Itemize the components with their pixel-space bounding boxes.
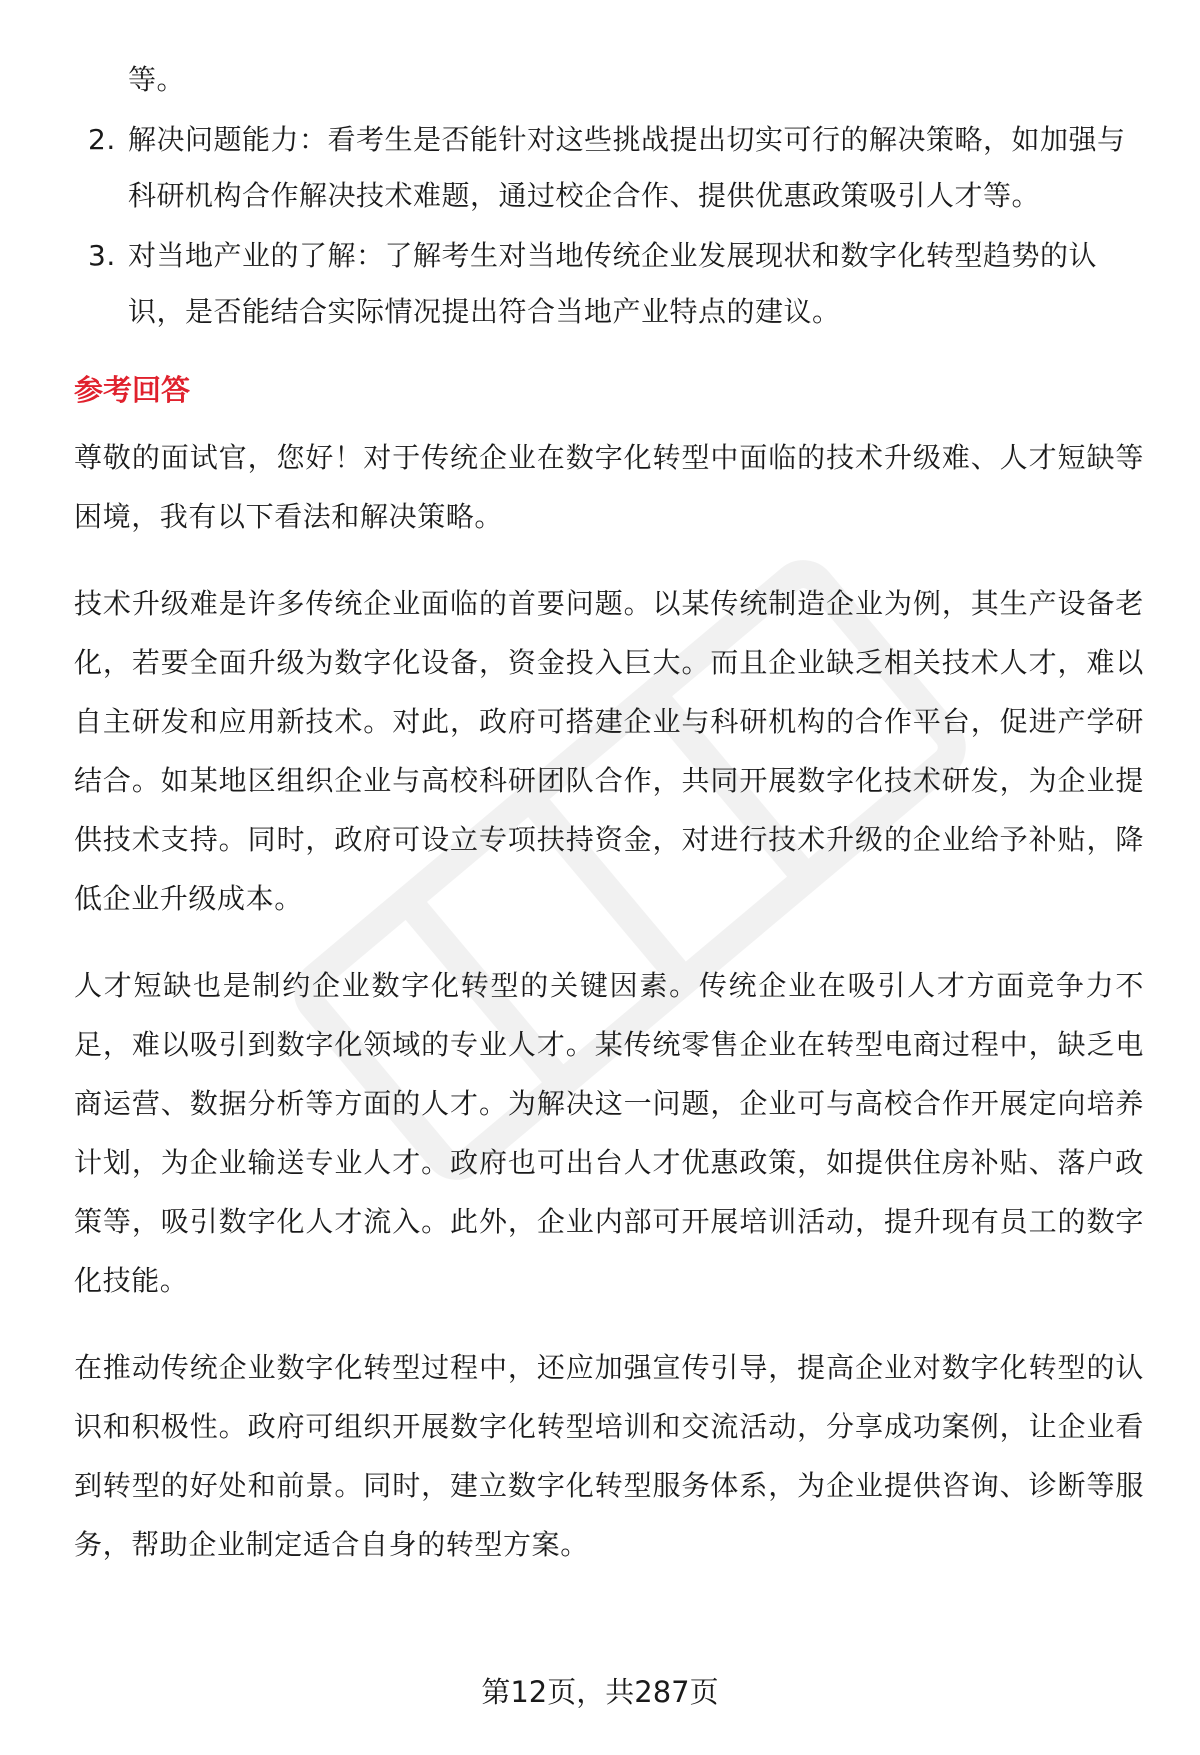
paragraph: 人才短缺也是制约企业数字化转型的关键因素。传统企业在吸引人才方面竞争力不足，难以吸引到数字化领域的专业人才。某传统零售企业在转型电商过程中，缺乏电商运营、数据分析等方面的人才。为解决这一问题，企业可与高校合作开展定向培养计划，为企业输送专业人才。政府也可出台人才优惠政策，如提供住房补贴、落户政策等，吸引数字化人才流入。此外，企业内部可开展培训活动，提升现有员工的数字化技能。 (74, 969, 1144, 1297)
paragraph: 在推动传统企业数字化转型过程中，还应加强宣传引导，提高企业对数字化转型的认识和积极性。政府可组织开展数字化转型培训和交流活动，分享成功案例，让企业看到转型的好处和前景。同时，建立数字化转型服务体系，为企业提供咨询、诊断等服务，帮助企业制定适合自身的转型方案。 (74, 1351, 1144, 1561)
list-item-text: 解决问题能力：看考生是否能针对这些挑战提出切实可行的解决策略，如加强与科研机构合作解决技术难题，通过校企合作、提供优惠政策吸引人才等。 (128, 123, 1126, 212)
list-item-number: 3. (88, 239, 116, 272)
paragraph: 尊敬的面试官，您好！对于传统企业在数字化转型中面临的技术升级难、人才短缺等困境，我有以下看法和解决策略。 (74, 441, 1144, 533)
continuation-text: 等。 (128, 63, 186, 96)
page-number: 第12页，共287页 (481, 1675, 719, 1709)
document-content (74, 52, 1144, 1602)
list-item-text: 对当地产业的了解：了解考生对当地传统企业发展现状和数字化转型趋势的认识，是否能结合实际情况提出符合当地产业特点的建议。 (128, 239, 1098, 328)
criteria-list (74, 112, 1144, 340)
paragraph: 技术升级难是许多传统企业面临的首要问题。以某传统制造企业为例，其生产设备老化，若要全面升级为数字化设备，资金投入巨大。而且企业缺乏相关技术人才，难以自主研发和应用新技术。对此，政府可搭建企业与科研机构的合作平台，促进产学研结合。如某地区组织企业与高校科研团队合作，共同开展数字化技术研发，为企业提供技术支持。同时，政府可设立专项扶持资金，对进行技术升级的企业给予补贴，降低企业升级成本。 (74, 587, 1144, 915)
section-heading: 参考回答 (74, 373, 191, 407)
list-item (74, 112, 1144, 224)
list-item-number: 2. (88, 123, 116, 156)
list-item (74, 228, 1144, 340)
